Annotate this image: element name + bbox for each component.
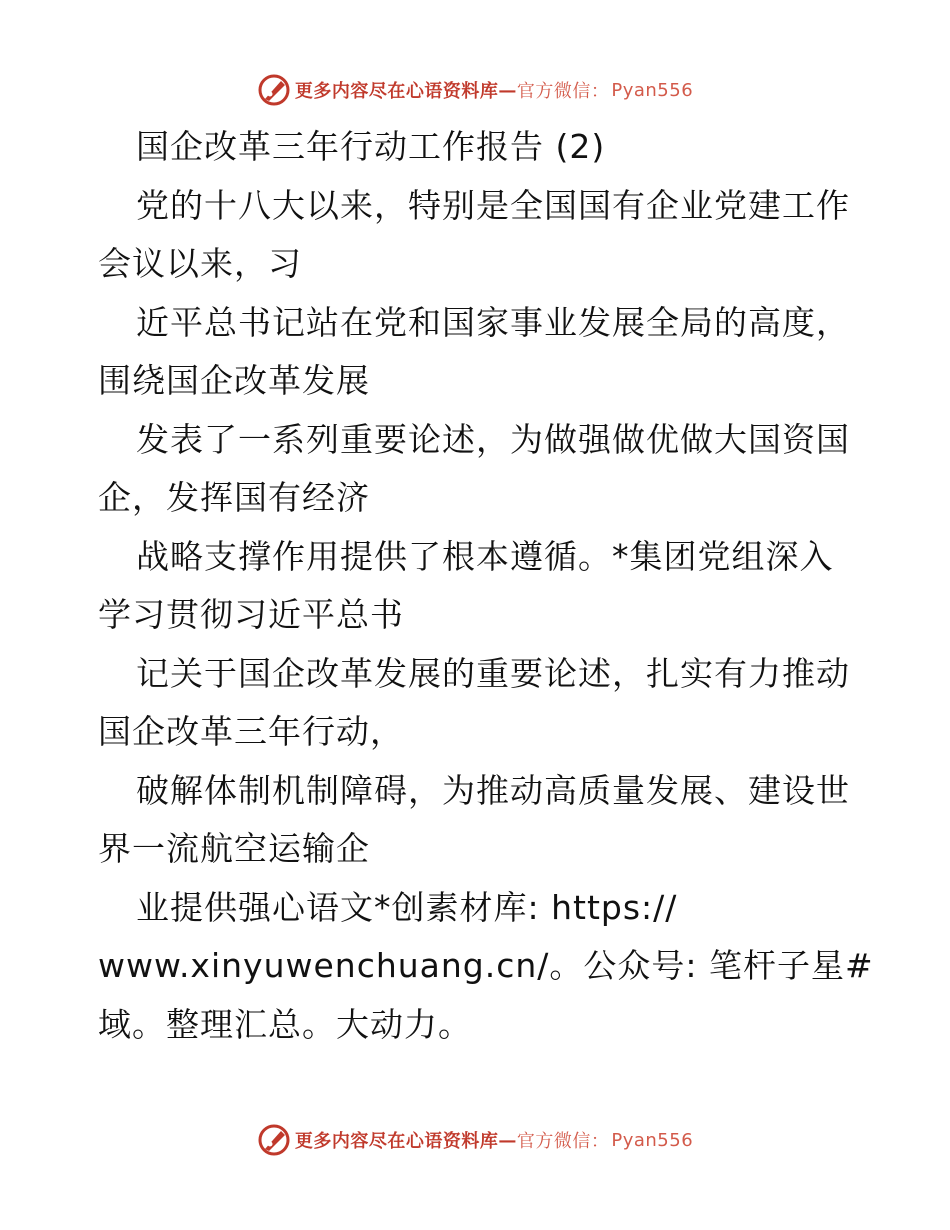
paragraph-line: 战略支撑作用提供了根本遵循。*集团党组深入 [136, 536, 834, 576]
paragraph-line: 企，发挥国有经济 [98, 478, 370, 517]
header-watermark [0, 70, 950, 110]
paragraph-line-url: www.xinyuwenchuang.cn/。公众号: 笔杆子星# [98, 946, 874, 985]
watermark-separator: — [498, 79, 517, 101]
paragraph-line: 党的十八大以来，特别是全国国有企业党建工作 [136, 185, 850, 225]
paragraph-line: 学习贯彻习近平总书 [98, 595, 404, 634]
paragraph-line: 业提供强心语文*创素材库: https:// [136, 887, 678, 927]
paragraph-line: 国企改革三年行动， [98, 712, 404, 751]
paragraph-line: 界一流航空运输企 [98, 829, 370, 868]
watermark-separator: — [498, 1129, 517, 1151]
paragraph-line: 域。整理汇总。大动力。 [98, 1004, 472, 1044]
document-title: 国企改革三年行动工作报告 (2) [136, 127, 606, 166]
watermark-sub-text: 官方微信： [516, 1131, 610, 1152]
pen-logo-icon [257, 73, 291, 107]
watermark-wechat-id: Pyan556 [611, 1129, 694, 1151]
footer-watermark [0, 1120, 950, 1160]
watermark-wechat-id: Pyan556 [611, 79, 694, 101]
watermark-main-text: 更多内容尽在心语资料库 [294, 81, 499, 102]
paragraph-line: 会议以来，习 [98, 244, 302, 283]
paragraph-line: 记关于国企改革发展的重要论述，扎实有力推动 [136, 653, 850, 693]
paragraph-line: 围绕国企改革发展 [98, 361, 370, 400]
document-body [98, 118, 874, 1054]
paragraph-line: 破解体制机制障碍，为推动高质量发展、建设世 [136, 770, 850, 810]
pen-logo-icon [257, 1123, 291, 1157]
watermark-sub-text: 官方微信： [516, 81, 610, 102]
watermark-main-text: 更多内容尽在心语资料库 [294, 1131, 499, 1152]
paragraph-line: 发表了一系列重要论述，为做强做优做大国资国 [136, 419, 850, 459]
paragraph-line: 近平总书记站在党和国家事业发展全局的高度， [136, 302, 850, 342]
